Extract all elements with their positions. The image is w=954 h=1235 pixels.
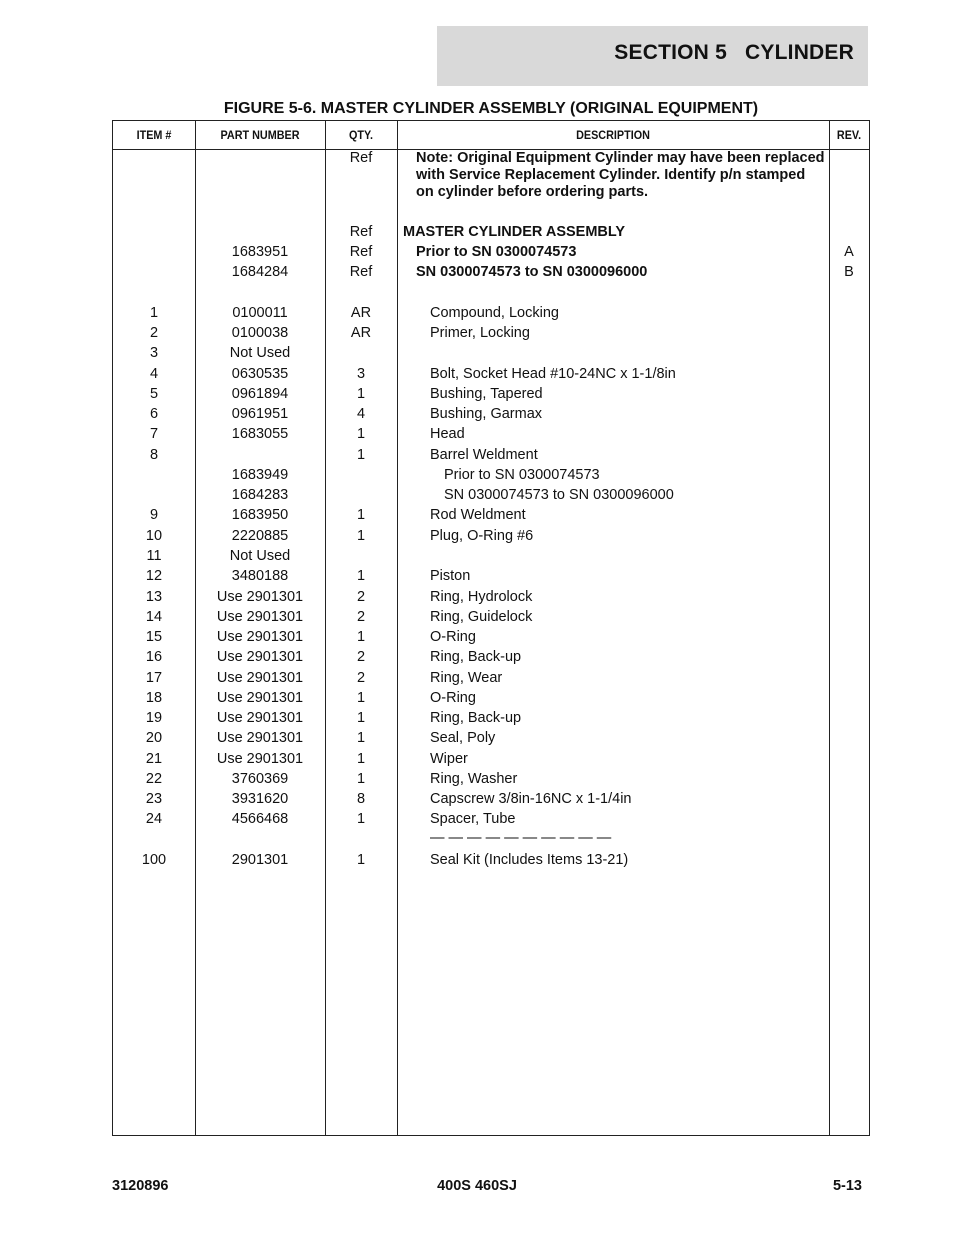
item-number-cell: 2	[149, 325, 159, 341]
part-number-cell: Not Used	[229, 548, 291, 564]
description-cell: Seal, Poly	[430, 730, 496, 746]
item-number-cell: 8	[149, 447, 159, 463]
quantity-cell: Ref	[349, 244, 373, 260]
part-number-cell: Use 2901301	[216, 629, 304, 645]
part-number-cell: Use 2901301	[216, 589, 304, 605]
part-number-cell: Use 2901301	[216, 690, 304, 706]
description-cell: Prior to SN 0300074573	[444, 467, 600, 483]
quantity-cell: 2	[356, 609, 366, 625]
revision-cell: A	[844, 244, 854, 260]
part-number-cell: Use 2901301	[216, 710, 304, 726]
quantity-cell: Ref	[349, 224, 373, 240]
header-rev: REV.	[836, 128, 862, 142]
description-cell: Bushing, Tapered	[430, 386, 543, 402]
header-part-number: PART NUMBER	[220, 128, 300, 142]
quantity-cell: 8	[356, 791, 366, 807]
description-cell: Primer, Locking	[430, 325, 530, 341]
footer-doc-number: 3120896	[112, 1178, 169, 1194]
header-description: DESCRIPTION	[576, 128, 650, 142]
part-number-cell: 3760369	[231, 771, 289, 787]
item-number-cell: 1	[149, 305, 159, 321]
description-cell: Plug, O-Ring #6	[430, 528, 534, 544]
quantity-cell: 1	[356, 811, 366, 827]
part-number-cell: 1684283	[231, 487, 289, 503]
quantity-cell: 4	[356, 406, 366, 422]
description-cell: Seal Kit (Includes Items 13-21)	[430, 852, 629, 868]
description-cell: — — — — — — — — — —	[430, 830, 612, 846]
item-number-cell: 5	[149, 386, 159, 402]
part-number-cell: 2901301	[231, 852, 289, 868]
description-cell: MASTER CYLINDER ASSEMBLY	[403, 224, 626, 240]
description-cell: Ring, Hydrolock	[430, 589, 533, 605]
footer-page-number: 5-13	[832, 1178, 862, 1194]
part-number-cell: Use 2901301	[216, 670, 304, 686]
quantity-cell: 1	[356, 528, 366, 544]
item-number-cell: 7	[149, 426, 159, 442]
description-cell: Ring, Guidelock	[430, 609, 533, 625]
description-cell: Ring, Wear	[430, 670, 503, 686]
part-number-cell: Not Used	[229, 345, 291, 361]
description-cell: Barrel Weldment	[430, 447, 538, 463]
description-cell: Piston	[430, 568, 471, 584]
part-number-cell: 0961894	[231, 386, 289, 402]
quantity-cell: 1	[356, 568, 366, 584]
description-cell: SN 0300074573 to SN 0300096000	[444, 487, 674, 503]
item-number-cell: 10	[145, 528, 163, 544]
footer-model: 400S 460SJ	[437, 1178, 517, 1194]
item-number-cell: 19	[145, 710, 163, 726]
part-number-cell: Use 2901301	[216, 609, 304, 625]
quantity-cell: 1	[356, 852, 366, 868]
part-number-cell: 1683055	[231, 426, 289, 442]
item-number-cell: 22	[145, 771, 163, 787]
quantity-cell: 3	[356, 366, 366, 382]
part-number-cell: 1683949	[231, 467, 289, 483]
part-number-cell: Use 2901301	[216, 730, 304, 746]
description-cell: Note: Original Equipment Cylinder may have been replaced with Service Replacement Cylinder. Identify p/n stamped on cylinder before ordering parts.	[416, 150, 825, 200]
description-cell: Compound, Locking	[430, 305, 559, 321]
description-cell: Head	[430, 426, 465, 442]
part-number-cell: 3931620	[231, 791, 289, 807]
quantity-cell: 1	[356, 386, 366, 402]
item-number-cell: 14	[145, 609, 163, 625]
section-header	[437, 26, 868, 86]
column-divider	[397, 121, 398, 1135]
part-number-cell: 1683950	[231, 507, 289, 523]
description-cell: O-Ring	[430, 690, 476, 706]
part-number-cell: 0630535	[231, 366, 289, 382]
description-cell: Spacer, Tube	[430, 811, 516, 827]
quantity-cell: 2	[356, 670, 366, 686]
quantity-cell: AR	[350, 325, 372, 341]
quantity-cell: Ref	[349, 150, 373, 166]
description-cell: Rod Weldment	[430, 507, 526, 523]
quantity-cell: 1	[356, 629, 366, 645]
description-cell: Capscrew 3/8in-16NC x 1-1/4in	[430, 791, 632, 807]
quantity-cell: 1	[356, 447, 366, 463]
header-qty: QTY.	[348, 128, 373, 142]
item-number-cell: 6	[149, 406, 159, 422]
item-number-cell: 9	[149, 507, 159, 523]
parts-table	[112, 120, 870, 1136]
item-number-cell: 16	[145, 649, 163, 665]
item-number-cell: 11	[146, 548, 162, 564]
item-number-cell: 100	[141, 852, 167, 868]
item-number-cell: 3	[149, 345, 159, 361]
description-cell: Bolt, Socket Head #10-24NC x 1-1/8in	[430, 366, 676, 382]
quantity-cell: 1	[356, 710, 366, 726]
part-number-cell: 1684284	[231, 264, 289, 280]
part-number-cell: 0961951	[231, 406, 289, 422]
quantity-cell: 2	[356, 589, 366, 605]
item-number-cell: 15	[145, 629, 163, 645]
part-number-cell: Use 2901301	[216, 649, 304, 665]
description-cell: Bushing, Garmax	[430, 406, 543, 422]
item-number-cell: 18	[145, 690, 163, 706]
description-cell: Wiper	[430, 751, 468, 767]
part-number-cell: 3480188	[231, 568, 289, 584]
item-number-cell: 24	[145, 811, 163, 827]
description-cell: Prior to SN 0300074573	[416, 244, 577, 260]
part-number-cell: 0100011	[232, 305, 288, 321]
quantity-cell: 1	[356, 751, 366, 767]
item-number-cell: 13	[145, 589, 163, 605]
description-cell: Ring, Washer	[430, 771, 518, 787]
quantity-cell: AR	[350, 305, 372, 321]
quantity-cell: 1	[356, 507, 366, 523]
quantity-cell: Ref	[349, 264, 373, 280]
description-cell: O-Ring	[430, 629, 476, 645]
item-number-cell: 12	[145, 568, 163, 584]
section-title: SECTION 5 CYLINDER	[614, 41, 854, 64]
part-number-cell: 2220885	[231, 528, 289, 544]
part-number-cell: 1683951	[231, 244, 289, 260]
part-number-cell: Use 2901301	[216, 751, 304, 767]
description-cell: SN 0300074573 to SN 0300096000	[416, 264, 648, 280]
figure-title: FIGURE 5-6. MASTER CYLINDER ASSEMBLY (ORIGINAL EQUIPMENT)	[223, 100, 759, 117]
header-item: ITEM #	[136, 128, 172, 142]
part-number-cell: 0100038	[231, 325, 289, 341]
quantity-cell: 1	[356, 730, 366, 746]
item-number-cell: 17	[145, 670, 163, 686]
quantity-cell: 2	[356, 649, 366, 665]
item-number-cell: 23	[145, 791, 163, 807]
part-number-cell: 4566468	[231, 811, 289, 827]
quantity-cell: 1	[356, 690, 366, 706]
quantity-cell: 1	[356, 771, 366, 787]
quantity-cell: 1	[356, 426, 366, 442]
item-number-cell: 20	[145, 730, 163, 746]
item-number-cell: 4	[149, 366, 159, 382]
revision-cell: B	[844, 264, 854, 280]
item-number-cell: 21	[145, 751, 163, 767]
description-cell: Ring, Back-up	[430, 710, 522, 726]
description-cell: Ring, Back-up	[430, 649, 522, 665]
